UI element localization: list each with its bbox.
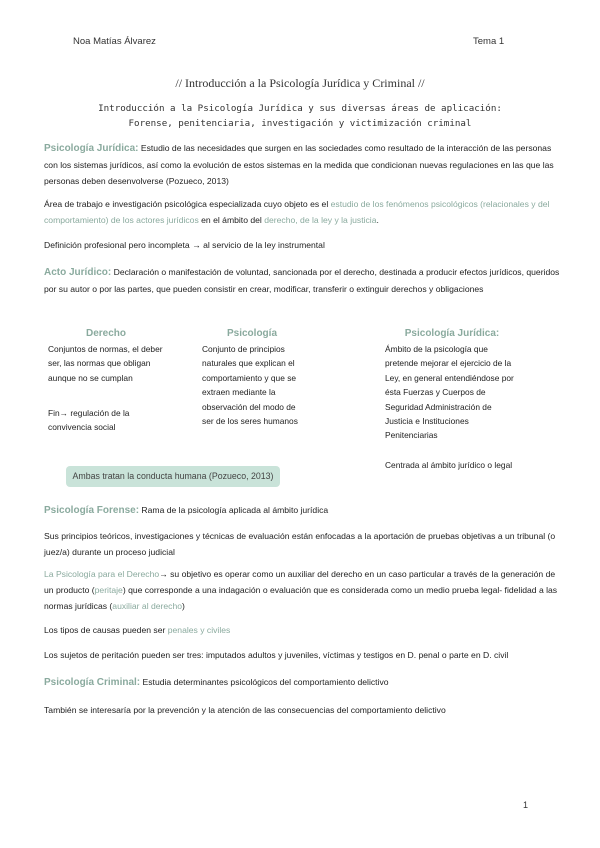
column-text-psicologia: Conjunto de principios naturales que explican el comportamiento y que se extraen mediante la observación del modo de ser de los seres humanos bbox=[202, 344, 298, 427]
definition-psicologia-juridica: Estudio de las necesidades que surgen en las sociedades como resultado de la interacción de las personas con los sistemas jurídicos, así como la evolución de estos sistemas en la medida que condicionan nuevas regulaciones en las que las personas deben desenvolverse (Pozueco, 2013) bbox=[44, 143, 554, 186]
area-text-middle: en el ámbito del bbox=[198, 215, 265, 225]
area-paragraph bbox=[44, 196, 564, 228]
column-extra-derecho: Fin→ regulación de la convivencia social bbox=[48, 408, 130, 433]
definition-psicologia-forense: Rama de la psicología aplicada al ámbito jurídica bbox=[139, 505, 329, 515]
psicologia-juridica-paragraph bbox=[44, 140, 564, 189]
note-callout: Ambas tratan la conducta humana (Pozueco, 2013) bbox=[66, 466, 280, 487]
psicologia-derecho-text-3: ) bbox=[182, 601, 185, 611]
page-number: 1 bbox=[522, 800, 528, 810]
psicologia-forense-paragraph bbox=[44, 502, 564, 519]
column-heading-derecho: Derecho bbox=[85, 328, 126, 339]
acto-juridico-paragraph bbox=[44, 264, 564, 297]
peritaje-highlight: peritaje bbox=[94, 585, 123, 595]
auxiliar-highlight: auxiliar al derecho bbox=[112, 601, 183, 611]
definicion-incompleta: Definición profesional pero incompleta → al servicio de la ley instrumental bbox=[44, 240, 325, 250]
term-acto-juridico: Acto Jurídico: bbox=[44, 267, 112, 278]
column-heading-psicologia-juridica: Psicología Jurídica: bbox=[404, 328, 500, 339]
column-heading-psicologia: Psicología bbox=[226, 328, 277, 339]
psicologia-derecho-text-2: ) que corresponde a una indagación o evaluación que es considerada como un medio prueba legal- fidelidad a las normas jurídicas ( bbox=[44, 585, 558, 611]
column-text-psicologia-juridica: Ámbito de la psicología que pretende mejorar el ejercicio de la Ley, en general entendiéndose por ésta Fuerzas y Cuerpos de Seguridad Administración de Justicia e Instituciones Penitenciarias bbox=[385, 344, 514, 441]
tipos-causas-paragraph bbox=[44, 622, 564, 638]
term-psicologia-juridica: Psicología Jurídica: bbox=[44, 143, 139, 154]
psicologia-derecho-paragraph bbox=[44, 566, 564, 614]
header-topic: Tema 1 bbox=[473, 36, 505, 47]
column-extra-psicologia-juridica: Centrada al ámbito jurídico o legal bbox=[385, 460, 513, 470]
prevencion-paragraph: También se interesaría por la prevención y la atención de las consecuencias del comportamiento delictivo bbox=[44, 705, 446, 715]
header-author: Noa Matías Álvarez bbox=[73, 36, 156, 47]
definition-acto-juridico: Declaración o manifestación de voluntad, sancionada por el derecho, destinada a producir efectos jurídicos, queridos por su autor o por las partes, que pueden consistir en crear, modificar, transferir o extinguir derechos y obligaciones bbox=[44, 267, 560, 294]
definition-psicologia-criminal: Estudia determinantes psicológicos del comportamiento delictivo bbox=[140, 677, 389, 687]
page-title: // Introducción a la Psicología Jurídica y Criminal // bbox=[175, 76, 425, 90]
subtitle-line: Forense, penitenciaria, investigación y victimización criminal bbox=[128, 118, 472, 129]
area-highlight-1: estudio de los fenómenos psicológicos (relacionales y del comportamiento) de los actores jurídicos bbox=[44, 199, 550, 225]
psicologia-derecho-text-1: → su objetivo es operar como un auxiliar del derecho en un caso particular a través de la generación de un producto ( bbox=[44, 569, 556, 595]
area-highlight-2: derecho, de la ley y la justicia bbox=[264, 215, 377, 225]
term-psicologia-criminal: Psicología Criminal: bbox=[44, 677, 141, 688]
principios-paragraph: Sus principios teóricos, investigaciones y técnicas de evaluación están enfocadas a la aportación de pruebas objetivas a un tribunal (o juez/a) durante un proceso judicial bbox=[44, 531, 556, 557]
subtitle-line: Introducción a la Psicología Jurídica y sus diversas áreas de aplicación: bbox=[98, 103, 502, 114]
column-text-derecho: Conjuntos de normas, el deber ser, las normas que obligan aunque no se cumplan bbox=[48, 344, 163, 383]
area-text-before: Área de trabajo e investigación psicológica especializada cuyo objeto es el bbox=[44, 199, 331, 209]
tipos-causas-highlight: penales y civiles bbox=[167, 625, 231, 635]
page-subtitle bbox=[0, 101, 600, 131]
area-text-after: . bbox=[376, 215, 379, 225]
term-psicologia-forense: Psicología Forense: bbox=[44, 505, 140, 516]
psicologia-criminal-paragraph bbox=[44, 674, 564, 691]
sujetos-paragraph: Los sujetos de peritación pueden ser tres: imputados adultos y juveniles, víctimas y testigos en D. penal o parte en D. civil bbox=[44, 650, 509, 660]
psicologia-derecho-highlight: La Psicología para el Derecho bbox=[44, 569, 160, 579]
tipos-causas-text: Los tipos de causas pueden ser bbox=[44, 625, 168, 635]
